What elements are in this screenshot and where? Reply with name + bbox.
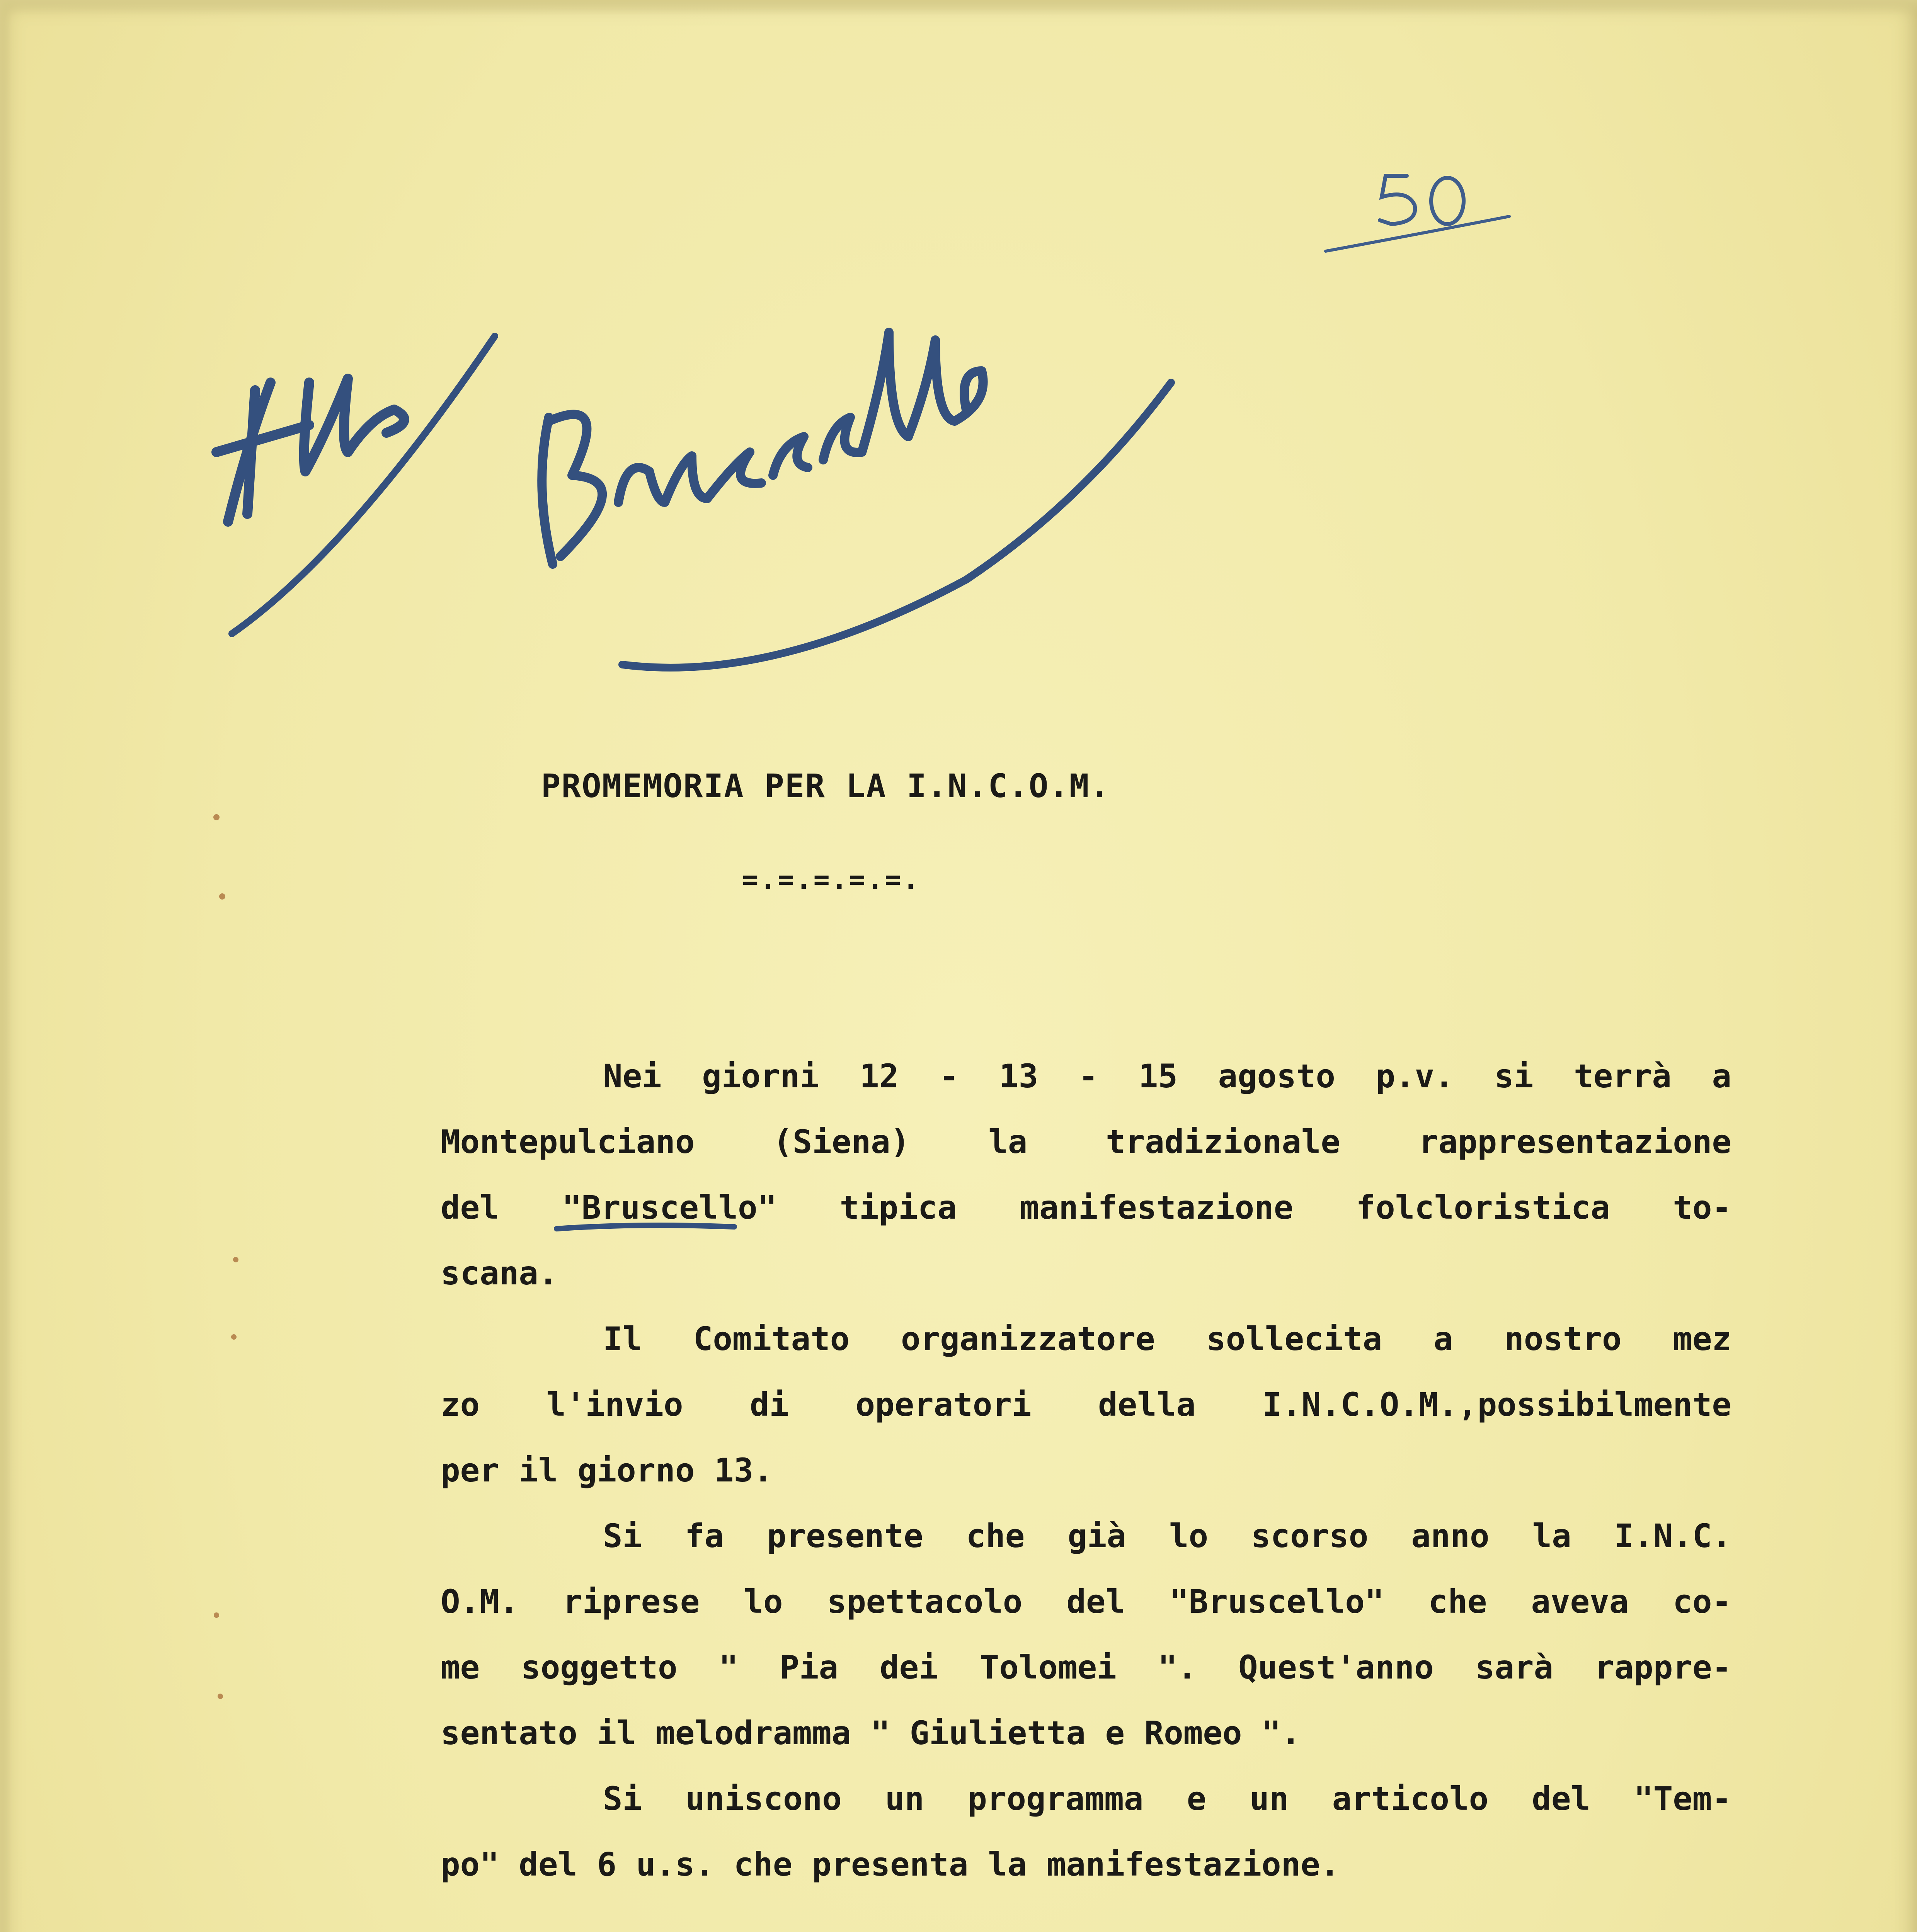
body-line: per il giorno 13.: [441, 1451, 773, 1489]
body-line: del "Bruscello" tipica manifestazione folcloristica to-: [441, 1189, 1731, 1226]
body-line: me soggetto " Pia dei Tolomei ". Quest'anno sarà rappre-: [441, 1648, 1731, 1686]
handwritten-initials: [216, 336, 495, 634]
body-line: Si fa presente che già lo scorso anno la I.N.C.: [603, 1517, 1731, 1555]
body-line: Montepulciano (Siena) la tradizionale rappresentazione: [441, 1123, 1731, 1161]
margin-speck: [233, 1257, 238, 1262]
margin-speck: [219, 893, 225, 900]
body-line: O.M. riprese lo spettacolo del "Bruscello" che aveva co-: [441, 1583, 1731, 1621]
paper-edge-top: [0, 0, 1917, 15]
memo-title: PROMEMORIA PER LA I.N.C.O.M.: [541, 767, 1110, 805]
memo-body: [441, 1043, 1731, 1897]
body-line: Nei giorni 12 - 13 - 15 agosto p.v. si terrà a: [603, 1057, 1731, 1095]
paper-edge-left: [0, 0, 12, 1932]
body-line: zo l'invio di operatori della I.N.C.O.M.,possibilmente: [441, 1386, 1731, 1423]
margin-speck: [214, 1612, 219, 1618]
body-line: Si uniscono un programma e un articolo del "Tem-: [603, 1780, 1731, 1818]
page-number-handwritten: [1326, 176, 1509, 251]
margin-speck: [213, 814, 220, 820]
handwritten-heading: [542, 332, 1171, 668]
body-line: Il Comitato organizzatore sollecita a nostro mez: [603, 1320, 1731, 1358]
body-line: sentato il melodramma " Giulietta e Romeo ".: [441, 1714, 1301, 1752]
body-line: po" del 6 u.s. che presenta la manifestazione.: [441, 1845, 1340, 1883]
body-line: scana.: [441, 1254, 558, 1292]
margin-speck: [218, 1694, 223, 1699]
title-separator: =.=.=.=.=.: [742, 864, 921, 895]
margin-speck: [231, 1334, 237, 1340]
